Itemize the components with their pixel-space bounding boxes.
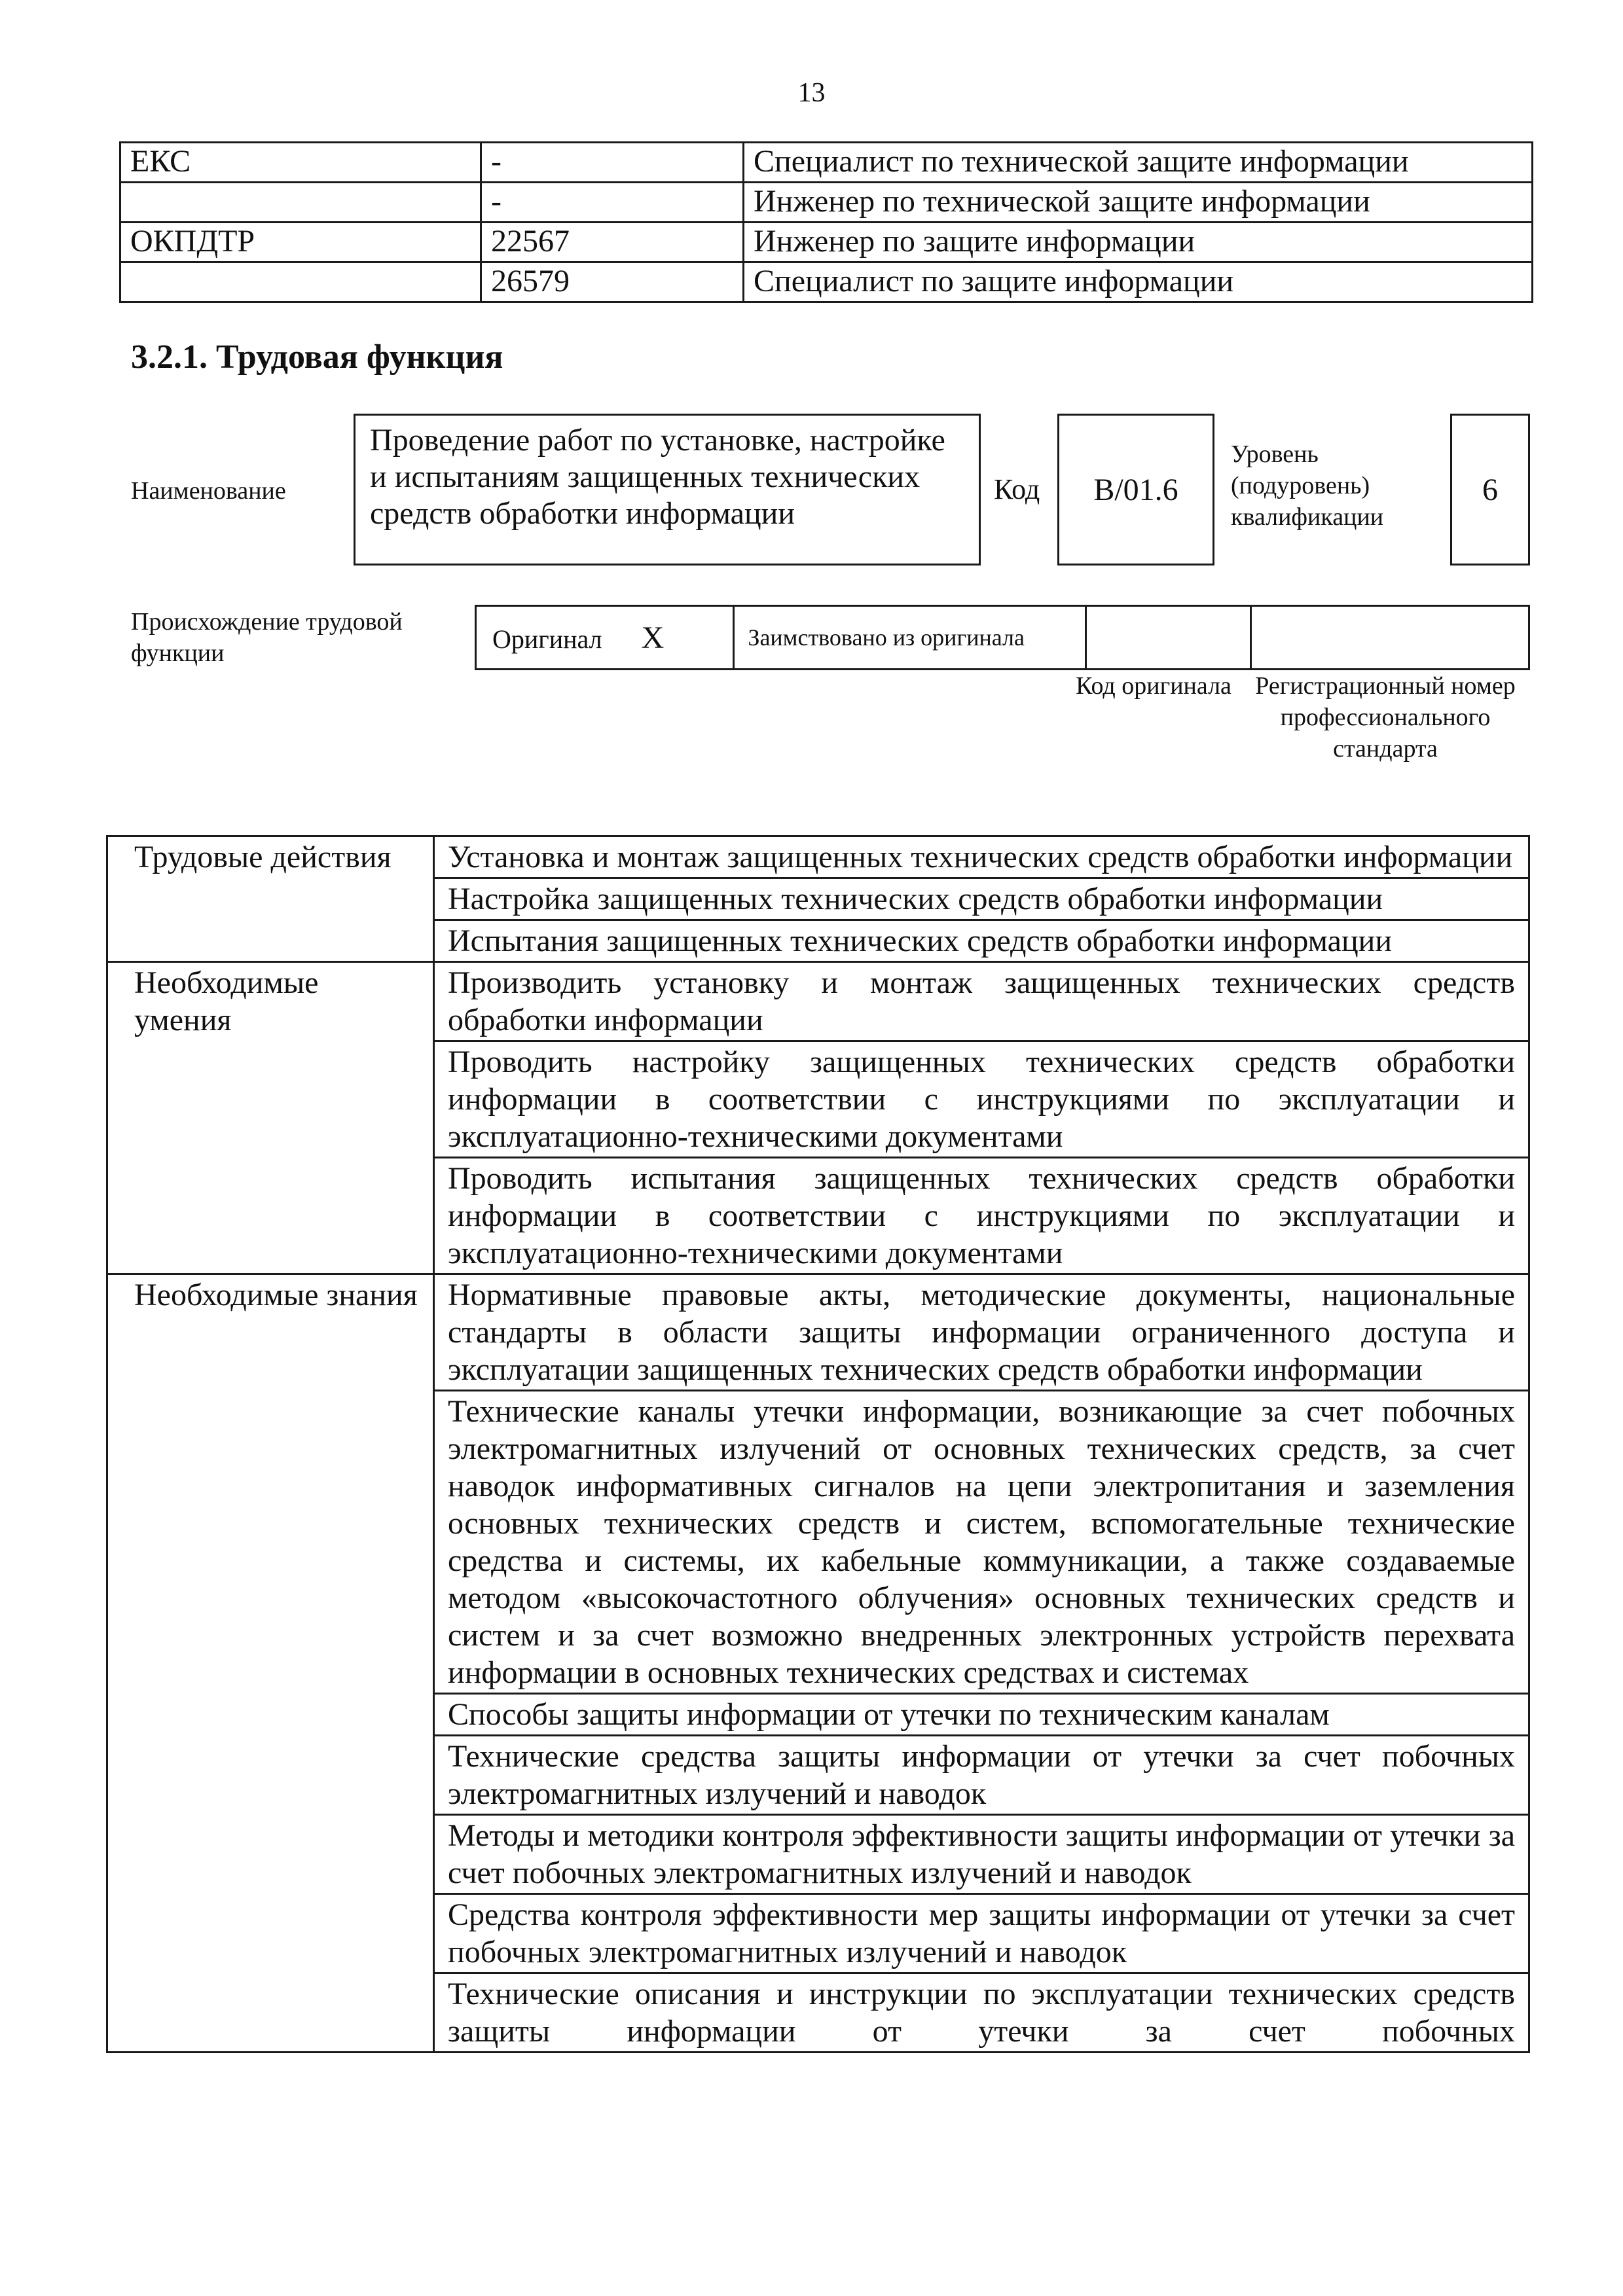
list-item: Производить установку и монтаж защищенных технических средств обработки информации: [434, 962, 1529, 1041]
name-label: Наименование: [131, 477, 286, 505]
table-row: [107, 1274, 1529, 1391]
function-code: В/01.6: [1057, 414, 1214, 565]
origin-label: Происхождение трудовой функции: [131, 608, 403, 667]
list-item: Методы и методики контроля эффективности защиты информации от утечки за счет побочных электромагнитных излучений и наводок: [434, 1815, 1529, 1894]
list-item: Испытания защищенных технических средств обработки информации: [434, 920, 1529, 962]
classification-code: 22567: [481, 223, 744, 262]
classification-table: [119, 141, 1533, 303]
list-item: Нормативные правовые акты, методические документы, национальные стандарты в области защиты информации ограниченного доступа и эксплуатации защищенных технических средств обработки информации: [434, 1274, 1529, 1391]
classification-title: Инженер по технической защите информации: [744, 183, 1533, 223]
function-name: Проведение работ по установке, настройке и испытаниям защищенных технических средств обработки информации: [354, 414, 981, 565]
page-number: 13: [797, 78, 826, 108]
classification-system: [120, 183, 481, 223]
section-title: Необходимые знания: [107, 1274, 434, 2053]
original-code-cell: [1086, 606, 1251, 670]
table-row: [107, 962, 1529, 1041]
list-item: Способы защиты информации от утечки по техническим каналам: [434, 1694, 1529, 1736]
table-row: [120, 143, 1533, 183]
classification-system: [120, 262, 481, 302]
classification-title: Специалист по защите информации: [744, 262, 1533, 302]
classification-title: Инженер по защите информации: [744, 223, 1533, 262]
list-item: Средства контроля эффективности мер защиты информации от утечки за счет побочных электромагнитных излучений и наводок: [434, 1894, 1529, 1973]
classification-system: ОКПДТР: [120, 223, 481, 262]
table-row: [120, 183, 1533, 223]
table-row: [476, 606, 1529, 670]
section-heading: 3.2.1. Трудовая функция: [131, 338, 503, 376]
section-title: Необходимые умения: [107, 962, 434, 1274]
classification-system: ЕКС: [120, 143, 481, 183]
origin-table: [475, 605, 1530, 670]
classification-code: 26579: [481, 262, 744, 302]
classification-code: -: [481, 143, 744, 183]
list-item: Проводить настройку защищенных технических средств обработки информации в соответствии с инструкциями по эксплуатации и эксплуатационно-техническими документами: [434, 1041, 1529, 1158]
origin-original-cell: [476, 606, 734, 670]
table-row: [107, 836, 1529, 878]
level-label: Уровень (подуровень) квалификации: [1231, 440, 1384, 531]
table-row: [120, 223, 1533, 262]
original-label: Оригинал: [492, 624, 602, 654]
original-code-caption: Код оригинала: [1076, 672, 1231, 700]
list-item: Технические описания и инструкции по эксплуатации технических средств защиты информации от утечки за счет побочных: [434, 1973, 1529, 2053]
list-item: Проводить испытания защищенных технических средств обработки информации в соответствии с инструкциями по эксплуатации и эксплуатационно-техническими документами: [434, 1158, 1529, 1274]
function-details-table: [106, 835, 1530, 2053]
qualification-level: 6: [1450, 414, 1530, 565]
list-item: Технические каналы утечки информации, возникающие за счет побочных электромагнитных излучений от основных технических средств, за счет наводок информативных сигналов на цепи электропитания и заземления основных технических средств и систем, вспомогательные технические средства и системы, их кабельные коммуникации, а также создаваемые методом «высокочастотного облучения» основных технических средств и систем и за счет возможно внедренных электронных устройств перехвата информации в основных технических средствах и системах: [434, 1391, 1529, 1694]
list-item: Установка и монтаж защищенных технических средств обработки информации: [434, 836, 1529, 878]
list-item: Технические средства защиты информации от утечки за счет побочных электромагнитных излучений и наводок: [434, 1736, 1529, 1815]
code-label: Код: [994, 473, 1040, 505]
classification-code: -: [481, 183, 744, 223]
registration-number-cell: [1251, 606, 1529, 670]
classification-title: Специалист по технической защите информации: [744, 143, 1533, 183]
section-title: Трудовые действия: [107, 836, 434, 962]
borrowed-label: Заимствовано из оригинала: [734, 606, 1086, 670]
table-row: [120, 262, 1533, 302]
original-mark: Х: [641, 620, 665, 655]
list-item: Настройка защищенных технических средств обработки информации: [434, 878, 1529, 920]
registration-number-caption: Регистрационный номер профессионального стандарта: [1255, 672, 1516, 762]
